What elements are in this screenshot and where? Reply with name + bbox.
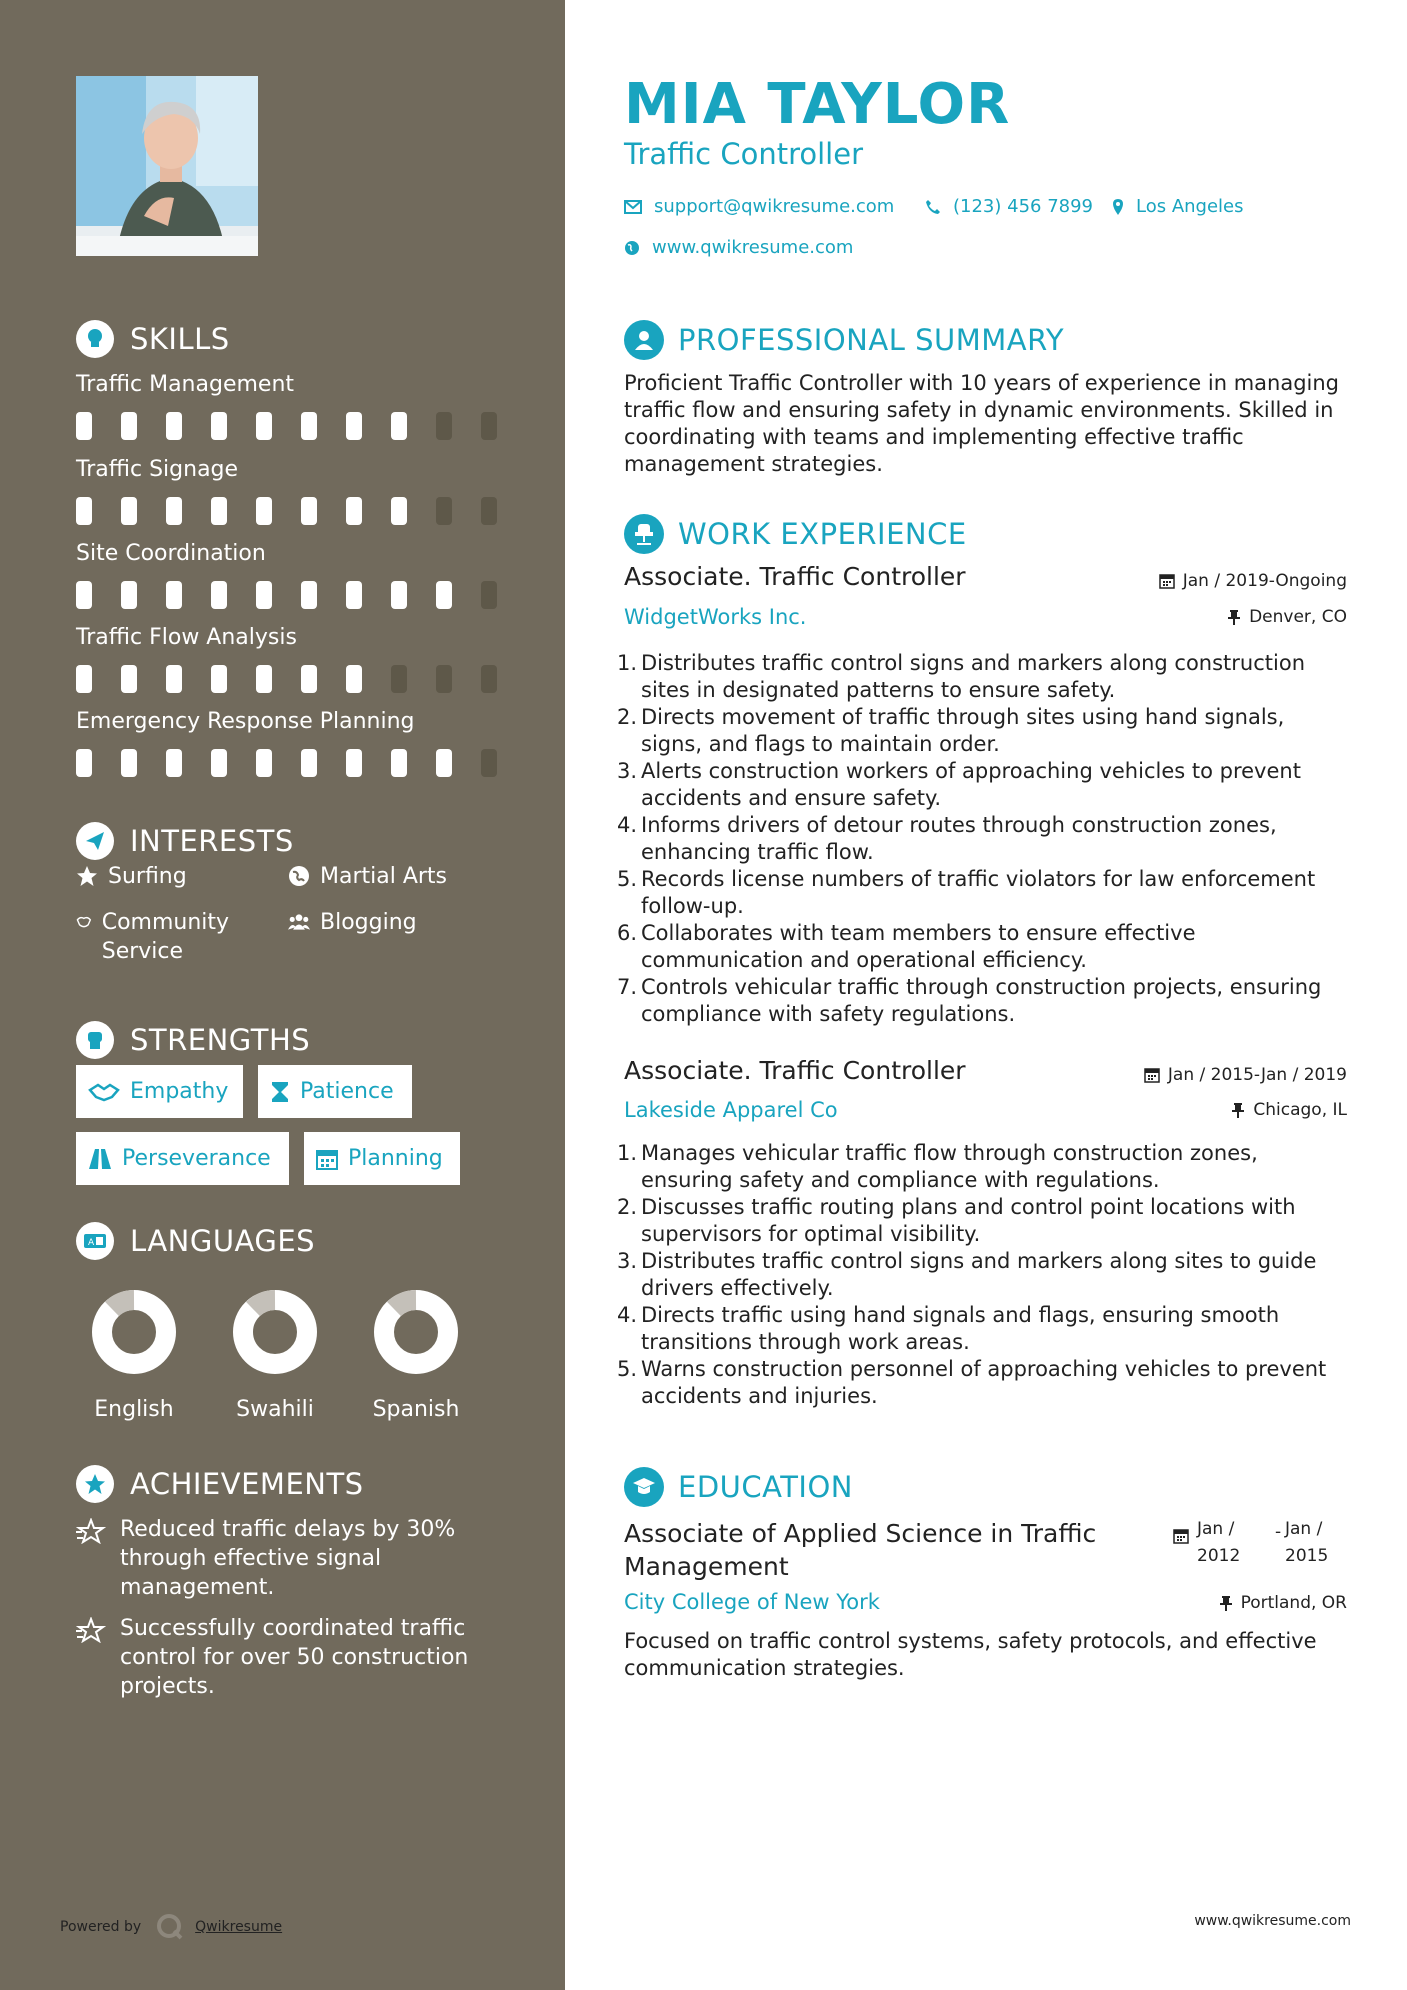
- job-dates: Jan / 2019-Ongoing: [1159, 571, 1347, 591]
- calendar-icon: [1144, 1067, 1160, 1083]
- skill-dot-filled: [166, 665, 182, 693]
- list-number: 3.: [617, 759, 638, 783]
- skill-dot-filled: [121, 497, 137, 525]
- pushpin-icon: [1231, 1102, 1245, 1118]
- strengths-heading: STRENGTHS: [76, 1021, 310, 1059]
- language-item: Swahili: [215, 1287, 335, 1422]
- skill-dot-filled: [121, 749, 137, 777]
- degree-title: Associate of Applied Science in Traffic Management: [624, 1519, 1097, 1581]
- skill-dot-filled: [301, 581, 317, 609]
- skill-dot-empty: [481, 412, 497, 440]
- candidate-name: MIA TAYLOR: [624, 72, 1011, 137]
- skill-dot-filled: [301, 412, 317, 440]
- list-item: 6. Collaborates with team members to ensure effective communication and operational efficiency.: [617, 921, 1196, 972]
- skill-dot-empty: [481, 581, 497, 609]
- svg-text:A: A: [88, 1238, 95, 1248]
- education-end: Jan / 2015: [1285, 1519, 1329, 1566]
- skill-dot-filled: [121, 665, 137, 693]
- list-item: 2. Directs movement of traffic through sites using hand signals, signs, and flags to maintain order.: [617, 705, 1285, 756]
- globe-icon: [288, 865, 310, 887]
- skill-dot-empty: [481, 665, 497, 693]
- skill-name: Traffic Flow Analysis: [76, 625, 297, 650]
- list-number: 2.: [617, 1195, 638, 1219]
- profile-photo: [76, 76, 258, 256]
- qwikresume-link[interactable]: Qwikresume: [195, 1919, 283, 1935]
- skill-dot-filled: [256, 581, 272, 609]
- skill-dot-filled: [211, 749, 227, 777]
- contact-location: Los Angeles: [1112, 196, 1244, 217]
- skill-dot-filled: [346, 497, 362, 525]
- skill-dot-filled: [301, 665, 317, 693]
- list-number: 4.: [617, 813, 638, 837]
- skill-dot-empty: [481, 497, 497, 525]
- paper-plane-icon: [76, 822, 114, 860]
- list-number: 6.: [617, 921, 638, 945]
- list-item: 4. Directs traffic using hand signals and flags, ensuring smooth transitions through work areas.: [617, 1303, 1280, 1354]
- interest-item: Surfing: [76, 862, 187, 891]
- company-name: WidgetWorks Inc.: [624, 605, 807, 629]
- envelope-icon: [624, 200, 642, 214]
- map-marker-icon: [1112, 198, 1124, 216]
- qwikresume-logo-icon: [155, 1912, 185, 1942]
- skill-name: Emergency Response Planning: [76, 709, 415, 734]
- skill-dot-filled: [211, 665, 227, 693]
- office-chair-icon: [624, 514, 664, 554]
- skill-item: [76, 709, 506, 777]
- skill-dot-filled: [346, 665, 362, 693]
- skill-dot-filled: [391, 581, 407, 609]
- achievement-item: Successfully coordinated traffic control for over 50 construction projects.: [76, 1614, 496, 1701]
- sidebar: [0, 0, 565, 1990]
- skill-level: [76, 412, 506, 440]
- job-title: Associate. Traffic Controller: [624, 562, 966, 591]
- skill-dot-filled: [256, 412, 272, 440]
- summary-text: Proficient Traffic Controller with 10 years of experience in managing traffic flow and ensuring safety in dynamic environments. Skilled in coordinating with teams and implementing effective traffic management strategies.: [624, 371, 1340, 476]
- skill-dot-filled: [166, 581, 182, 609]
- list-item: 5. Warns construction personnel of approaching vehicles to prevent accidents and injuries.: [617, 1357, 1327, 1408]
- list-item: 5. Records license numbers of traffic violators for law enforcement follow-up.: [617, 867, 1316, 918]
- powered-by: Powered by Qwikresume: [60, 1912, 282, 1942]
- skill-dot-filled: [301, 497, 317, 525]
- skill-name: Traffic Signage: [76, 457, 239, 482]
- job-location: Chicago, IL: [1231, 1100, 1347, 1120]
- skill-level: [76, 749, 506, 777]
- pushpin-icon: [1219, 1595, 1233, 1611]
- list-item: 2. Discusses traffic routing plans and control point locations with supervisors for optimal visibility.: [617, 1195, 1296, 1246]
- skill-item: [76, 541, 506, 609]
- contact-website[interactable]: www.qwikresume.com: [624, 237, 853, 258]
- list-number: 1.: [617, 651, 638, 675]
- skill-dot-empty: [436, 497, 452, 525]
- skill-dot-filled: [346, 581, 362, 609]
- skill-dot-filled: [76, 497, 92, 525]
- list-item: 4. Informs drivers of detour routes through construction zones, enhancing traffic flow.: [617, 813, 1277, 864]
- list-item: 3. Distributes traffic control signs and markers along sites to guide drivers effectively.: [617, 1249, 1317, 1300]
- interests-heading: INTERESTS: [76, 822, 294, 860]
- list-item: 7. Controls vehicular traffic through construction projects, ensuring compliance with safety regulations.: [617, 975, 1322, 1026]
- list-item: 1. Manages vehicular traffic flow through construction zones, ensuring safety and compliance with regulations.: [617, 1141, 1258, 1192]
- contact-email[interactable]: support@qwikresume.com: [624, 196, 894, 217]
- skill-dot-filled: [76, 412, 92, 440]
- skill-dot-filled: [436, 749, 452, 777]
- user-icon: [624, 320, 664, 360]
- strength-badge: Planning: [304, 1132, 460, 1185]
- skill-dot-empty: [391, 665, 407, 693]
- language-item: English: [74, 1287, 194, 1422]
- company-name: Lakeside Apparel Co: [624, 1098, 838, 1122]
- job-dates: Jan / 2015-Jan / 2019: [1144, 1065, 1347, 1085]
- list-item: 3. Alerts construction workers of approaching vehicles to prevent accidents and ensure safety.: [617, 759, 1301, 810]
- skill-dot-filled: [391, 497, 407, 525]
- education-heading: EDUCATION: [624, 1467, 853, 1507]
- list-number: 4.: [617, 1303, 638, 1327]
- skill-dot-filled: [301, 749, 317, 777]
- strength-badge: Patience: [258, 1065, 412, 1118]
- skill-dot-filled: [391, 412, 407, 440]
- experience-heading: WORK EXPERIENCE: [624, 514, 967, 554]
- skill-dot-filled: [436, 581, 452, 609]
- skill-name: Traffic Management: [76, 372, 295, 397]
- date-separator: -: [1275, 1522, 1282, 1542]
- fist-icon: [76, 1021, 114, 1059]
- skill-dot-filled: [166, 412, 182, 440]
- education-description: Focused on traffic control systems, safety protocols, and effective communication strategies.: [624, 1629, 1317, 1680]
- skill-level: [76, 497, 506, 525]
- job-title: Associate. Traffic Controller: [624, 1056, 966, 1085]
- school-name: City College of New York: [624, 1590, 880, 1614]
- skill-dot-empty: [481, 749, 497, 777]
- star-burst-icon: [76, 1617, 106, 1643]
- award-star-icon: [76, 1465, 114, 1503]
- skill-dot-filled: [121, 581, 137, 609]
- strength-badge: Perseverance: [76, 1132, 289, 1185]
- globe-icon: [624, 240, 640, 256]
- list-number: 1.: [617, 1141, 638, 1165]
- interest-item: Martial Arts: [288, 862, 447, 891]
- skill-item: [76, 457, 506, 525]
- list-number: 5.: [617, 867, 638, 891]
- job-bullets: [617, 650, 1347, 1028]
- strength-badge: Empathy: [76, 1065, 243, 1118]
- education-location: Portland, OR: [1219, 1593, 1347, 1613]
- skill-dot-filled: [256, 497, 272, 525]
- skill-dot-filled: [76, 665, 92, 693]
- skill-dot-filled: [166, 497, 182, 525]
- job-bullets: [617, 1140, 1347, 1410]
- calendar-icon: [1159, 573, 1175, 589]
- hourglass-icon: [270, 1081, 290, 1103]
- footer-url[interactable]: www.qwikresume.com: [1194, 1913, 1351, 1929]
- handshake-icon: [76, 911, 92, 933]
- star-icon: [76, 865, 98, 887]
- skills-heading: SKILLS: [76, 320, 230, 358]
- list-item: 1. Distributes traffic control signs and markers along construction sites in designated patterns to ensure safety.: [617, 651, 1306, 702]
- language-ring: [356, 1287, 476, 1377]
- skill-item: [76, 625, 506, 693]
- lightbulb-icon: [76, 320, 114, 358]
- job-title-header: Traffic Controller: [624, 137, 863, 171]
- list-number: 3.: [617, 1249, 638, 1273]
- list-number: 2.: [617, 705, 638, 729]
- contact-phone[interactable]: (123) 456 7899: [925, 196, 1093, 217]
- achievements-heading: ACHIEVEMENTS: [76, 1465, 364, 1503]
- pushpin-icon: [1227, 609, 1241, 625]
- list-number: 5.: [617, 1357, 638, 1381]
- skill-dot-empty: [436, 665, 452, 693]
- skill-dot-filled: [211, 581, 227, 609]
- language-ring: [215, 1287, 335, 1377]
- skill-dot-empty: [436, 412, 452, 440]
- interest-item: Blogging: [288, 908, 417, 937]
- languages-heading: A LANGUAGES: [76, 1222, 315, 1260]
- skill-dot-filled: [76, 581, 92, 609]
- users-icon: [288, 911, 310, 933]
- skill-item: [76, 372, 506, 440]
- skill-level: [76, 581, 506, 609]
- calendar-icon: [316, 1148, 338, 1170]
- job-location: Denver, CO: [1227, 607, 1347, 627]
- graduation-icon: [624, 1467, 664, 1507]
- road-icon: [88, 1148, 112, 1170]
- achievement-item: Reduced traffic delays by 30% through effective signal management.: [76, 1515, 496, 1602]
- skill-name: Site Coordination: [76, 541, 266, 566]
- language-item: Spanish: [356, 1287, 476, 1422]
- summary-heading: PROFESSIONAL SUMMARY: [624, 320, 1064, 360]
- skill-dot-filled: [121, 412, 137, 440]
- language-ring: [74, 1287, 194, 1377]
- skill-dot-filled: [166, 749, 182, 777]
- phone-icon: [925, 199, 941, 215]
- list-number: 7.: [617, 975, 638, 999]
- education-start: Jan / 2012: [1197, 1519, 1241, 1566]
- skill-level: [76, 665, 506, 693]
- skill-dot-filled: [211, 412, 227, 440]
- skill-dot-filled: [391, 749, 407, 777]
- interest-item: Community Service: [76, 908, 256, 966]
- language-icon: [76, 1222, 114, 1260]
- main-content: [565, 0, 1407, 1990]
- skill-dot-filled: [211, 497, 227, 525]
- star-burst-icon: [76, 1518, 106, 1544]
- skill-dot-filled: [256, 749, 272, 777]
- skill-dot-filled: [346, 412, 362, 440]
- skill-dot-filled: [256, 665, 272, 693]
- skill-dot-filled: [76, 749, 92, 777]
- skill-dot-filled: [346, 749, 362, 777]
- handshake-icon: [88, 1082, 120, 1102]
- calendar-icon: [1173, 1528, 1189, 1548]
